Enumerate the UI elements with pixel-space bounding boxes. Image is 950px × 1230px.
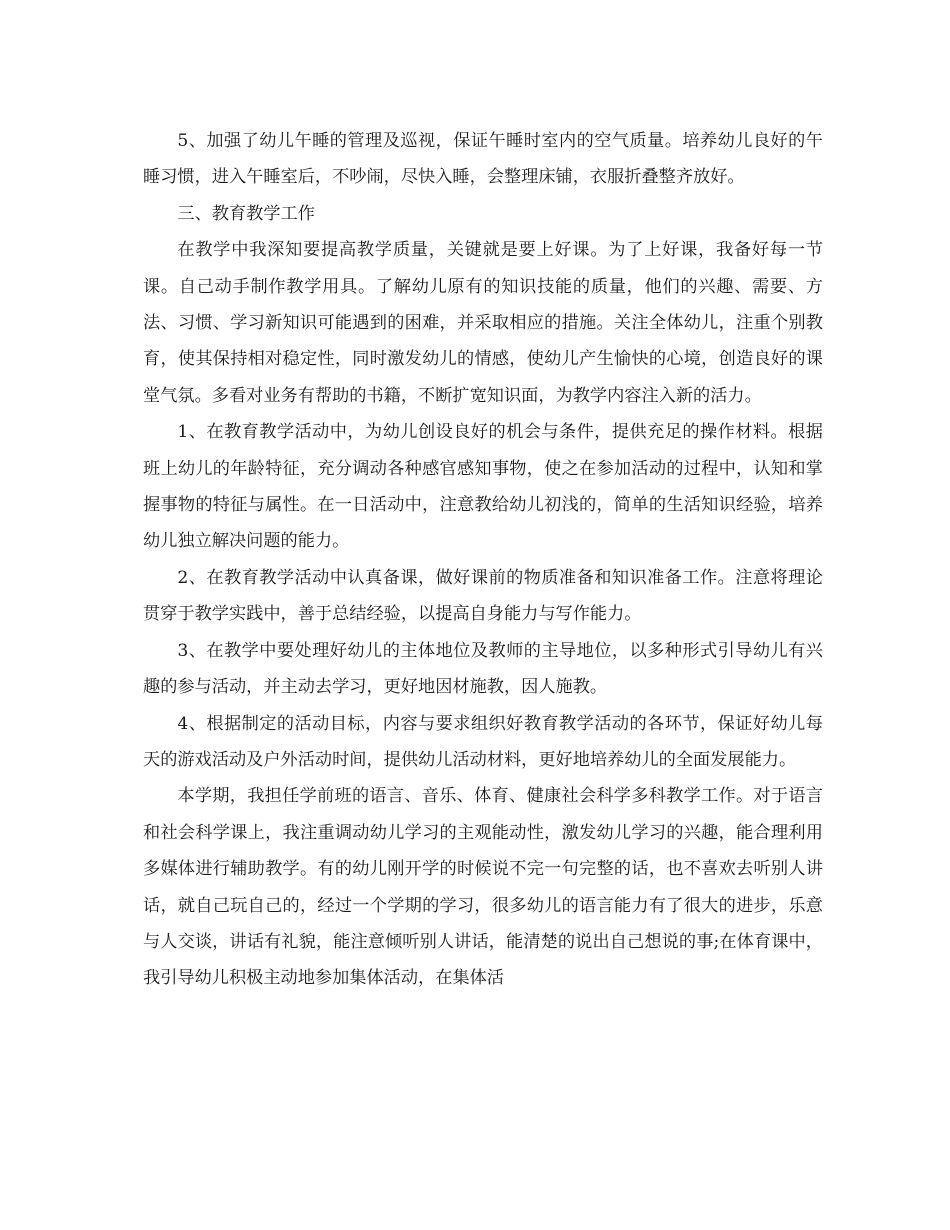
- paragraph-item-4: 4、根据制定的活动目标，内容与要求组织好教育教学活动的各环节，保证好幼儿每天的游戏活动及户外活动时间，提供幼儿活动材料，更好地培养幼儿的全面发展能力。: [143, 713, 823, 770]
- paragraph-item-1: 1、在教育教学活动中，为幼儿创设良好的机会与条件，提供充足的操作材料。根据班上幼儿的年龄特征，充分调动各种感官感知事物，使之在参加活动的过程中，认知和掌握事物的特征与属性。在一日活动中，注意教给幼儿初浅的，简单的生活知识经验，培养幼儿独立解决问题的能力。: [143, 422, 823, 552]
- paragraph-item-3: 3、在教学中要处理好幼儿的主体地位及教师的主导地位，以多种形式引导幼儿有兴趣的参与活动，并主动去学习，更好地因材施教，因人施教。: [143, 640, 823, 698]
- paragraph-teaching-quality: 在教学中我深知要提高教学质量，关键就是要上好课。为了上好课，我备好每一节课。自己动手制作教学用具。了解幼儿原有的知识技能的质量，他们的兴趣、需要、方法、习惯、学习新知识可能遇到的困难，并采取相应的措施。关注全体幼儿，注重个别教育，使其保持相对稳定性，同时激发幼儿的情感，使幼儿产生愉快的心境，创造良好的课堂气氛。多看对业务有帮助的书籍，不断扩宽知识面，为教学内容注入新的活力。: [143, 240, 823, 406]
- document-body: [143, 123, 823, 997]
- paragraph-nap-management: 5、加强了幼儿午睡的管理及巡视，保证午睡时室内的空气质量。培养幼儿良好的午睡习惯，进入午睡室后，不吵闹，尽快入睡，会整理床铺，衣服折叠整齐放好。: [143, 131, 823, 188]
- paragraph-item-2: 2、在教育教学活动中认真备课，做好课前的物质准备和知识准备工作。注意将理论贯穿于教学实践中，善于总结经验，以提高自身能力与写作能力。: [143, 567, 823, 625]
- paragraph-semester-summary: 本学期，我担任学前班的语言、音乐、体育、健康社会科学多科教学工作。对于语言和社会科学课上，我注重调动幼儿学习的主观能动性，激发幼儿学习的兴趣，能合理利用多媒体进行辅助教学。有的幼儿刚开学的时候说不完一句完整的话，也不喜欢去听别人讲话，就自己玩自己的，经过一个学期的学习，很多幼儿的语言能力有了很大的进步，乐意与人交谈，讲话有礼貌，能注意倾听别人讲话，能清楚的说出自己想说的事;在体育课中，我引导幼儿积极主动地参加集体活动，在集体活: [143, 786, 823, 989]
- section-heading-teaching-work: 三、教育教学工作: [177, 203, 315, 224]
